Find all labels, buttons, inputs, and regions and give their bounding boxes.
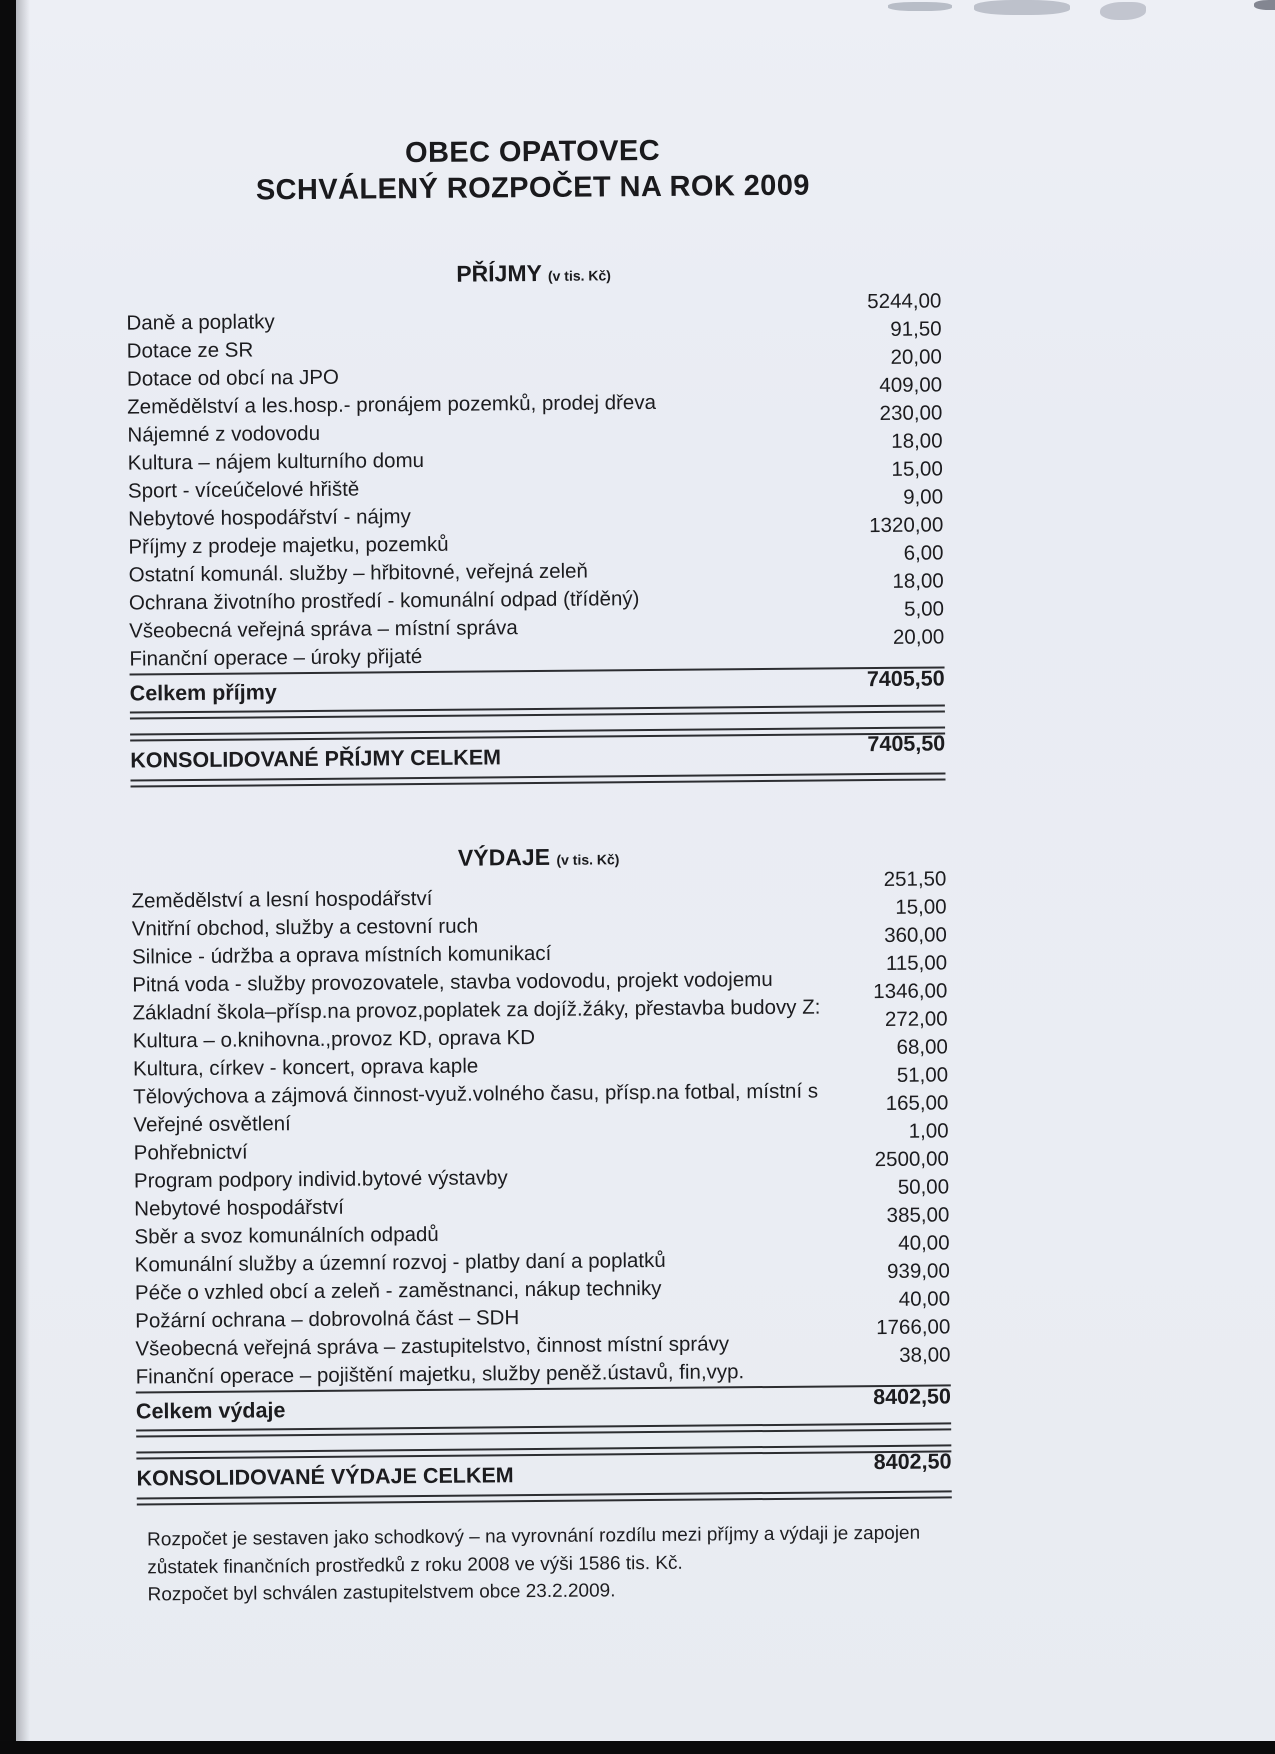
row-value: 15,00 bbox=[895, 895, 947, 919]
footer-note bbox=[137, 1519, 953, 1609]
income-consolidated-label: KONSOLIDOVANÉ PŘÍJMY CELKEM bbox=[130, 745, 502, 773]
row-value: 1320,00 bbox=[869, 513, 944, 538]
row-label: Sport - víceúčelové hřiště bbox=[127, 477, 360, 503]
row-value: 15,00 bbox=[891, 457, 943, 481]
row-value: 939,00 bbox=[887, 1259, 950, 1283]
row-value: 20,00 bbox=[892, 625, 945, 649]
row-label: Kultura – o.knihovna.,provoz KD, oprava KD bbox=[132, 1026, 536, 1053]
row-label: Daně a poplatky bbox=[126, 310, 275, 335]
row-label: Ostatní komunál. služby – hřbitovné, veřejná zeleň bbox=[128, 559, 588, 587]
income-total-label: Celkem příjmy bbox=[129, 680, 277, 706]
row-value: 40,00 bbox=[898, 1231, 950, 1255]
income-section-heading bbox=[126, 256, 941, 290]
row-value: 18,00 bbox=[892, 569, 944, 593]
row-label: Kultura – nájem kulturního domu bbox=[127, 448, 425, 475]
row-value: 51,00 bbox=[896, 1063, 949, 1087]
expense-total-value: 8402,50 bbox=[873, 1384, 952, 1410]
row-value: 91,50 bbox=[890, 317, 942, 341]
document-content bbox=[124, 0, 953, 1609]
page-title bbox=[125, 130, 941, 209]
footer-line-1: Rozpočet je sestaven jako schodkový – na vyrovnání rozdílu mezi příjmy a výdaji je zapojen bbox=[147, 1522, 921, 1551]
row-value: 20,00 bbox=[890, 345, 942, 369]
row-label: Dotace ze SR bbox=[126, 338, 254, 363]
row-value: 1346,00 bbox=[873, 979, 948, 1004]
scan-edge-bottom bbox=[0, 1741, 1275, 1754]
row-value: 6,00 bbox=[903, 541, 944, 565]
expense-consolidated-label: KONSOLIDOVANÉ VÝDAJE CELKEM bbox=[136, 1463, 514, 1491]
row-label: Komunální služby a územní rozvoj - platby daní a poplatků bbox=[134, 1248, 666, 1277]
row-label: Příjmy z prodeje majetku, pozemků bbox=[128, 532, 449, 559]
title-line-1: OBEC OPATOVEC bbox=[404, 134, 661, 170]
row-value: 50,00 bbox=[897, 1175, 950, 1199]
income-heading-text: PŘÍJMY bbox=[456, 259, 542, 287]
row-label: Požární ochrana – dobrovolná část – SDH bbox=[135, 1306, 520, 1333]
row-label: Kultura, církev - koncert, oprava kaple bbox=[132, 1054, 479, 1081]
row-label: Tělovýchova a zájmová činnost-využ.volného času, přísp.na fotbal, místní s bbox=[133, 1079, 819, 1109]
scan-smudge bbox=[974, 0, 1070, 15]
row-label: Pohřebnictví bbox=[133, 1140, 248, 1165]
row-value: 360,00 bbox=[884, 923, 947, 947]
footer-line-2: zůstatek finančních prostředků z roku 2008 ve výši 1586 tis. Kč. bbox=[147, 1552, 683, 1578]
title-line-2: SCHVÁLENÝ ROZPOČET NA ROK 2009 bbox=[255, 169, 810, 207]
row-value: 230,00 bbox=[879, 401, 943, 426]
expense-heading-text: VÝDAJE bbox=[457, 843, 551, 871]
row-value: 40,00 bbox=[898, 1287, 951, 1311]
income-consolidated-row bbox=[130, 731, 946, 777]
row-value: 409,00 bbox=[879, 373, 943, 398]
row-label: Veřejné osvětlení bbox=[133, 1112, 291, 1137]
row-label: Vnitřní obchod, služby a cestovní ruch bbox=[131, 914, 479, 941]
scan-smudge bbox=[1254, 0, 1275, 10]
expense-unit-label: (v tis. Kč) bbox=[556, 851, 620, 868]
expense-consolidated-value: 8402,50 bbox=[873, 1449, 952, 1475]
row-label: Základní škola–přísp.na provoz,poplatek za dojíž.žáky, přestavba budovy Z: bbox=[132, 995, 821, 1025]
income-consolidated-value: 7405,50 bbox=[867, 731, 946, 757]
row-label: Nebytové hospodářství - nájmy bbox=[128, 505, 411, 531]
row-value: 5244,00 bbox=[867, 289, 942, 314]
income-total-value: 7405,50 bbox=[866, 666, 945, 692]
expense-total-row bbox=[136, 1384, 951, 1427]
row-label: Program podpory individ.bytové výstavby bbox=[133, 1166, 508, 1193]
row-label: Všeobecná veřejná správa – zastupitelstvo, činnost místní správy bbox=[135, 1332, 730, 1361]
row-value: 38,00 bbox=[899, 1343, 951, 1367]
row-label: Ochrana životního prostředí - komunální odpad (tříděný) bbox=[128, 587, 640, 615]
row-label: Pitná voda - služby provozovatele, stavba vodovodu, projekt vodojemu bbox=[132, 967, 773, 997]
income-rows bbox=[126, 289, 945, 673]
row-value: 2500,00 bbox=[874, 1147, 949, 1172]
row-label: Péče o vzhled obcí a zeleň - zaměstnanci, nákup techniky bbox=[134, 1276, 662, 1305]
row-value: 272,00 bbox=[884, 1007, 948, 1031]
row-value: 5,00 bbox=[904, 597, 945, 621]
row-label: Zemědělství a lesní hospodářství bbox=[131, 886, 433, 913]
expense-section-heading bbox=[131, 840, 946, 874]
row-label: Silnice - údržba a oprava místních komunikací bbox=[131, 941, 552, 969]
expense-total-label: Celkem výdaje bbox=[135, 1398, 286, 1424]
footer-line-3: Rozpočet byl schválen zastupitelstvem obce 23.2.2009. bbox=[147, 1580, 616, 1606]
row-label: Dotace od obcí na JPO bbox=[126, 365, 340, 391]
row-label: Finanční operace – úroky přijaté bbox=[129, 645, 423, 671]
scanned-page bbox=[16, 0, 1275, 1741]
row-value: 1,00 bbox=[908, 1119, 949, 1143]
row-label: Zemědělství a les.hosp.- pronájem pozemků, prodej dřeva bbox=[127, 390, 657, 419]
expense-consolidated-row bbox=[136, 1449, 952, 1495]
row-value: 251,50 bbox=[883, 867, 947, 891]
row-value: 1766,00 bbox=[876, 1315, 951, 1340]
income-consolidated-block bbox=[130, 726, 945, 787]
row-value: 9,00 bbox=[903, 485, 944, 509]
row-label: Sběr a svoz komunálních odpadů bbox=[134, 1222, 439, 1249]
row-value: 115,00 bbox=[885, 951, 948, 975]
row-label: Finanční operace – pojištění majetku, služby peněž.ústavů, fin,vyp. bbox=[135, 1360, 745, 1389]
expense-consolidated-block bbox=[136, 1444, 951, 1505]
row-label: Nebytové hospodářství bbox=[134, 1195, 345, 1221]
row-label: Nájemné z vodovodu bbox=[127, 421, 321, 447]
scan-smudge bbox=[1100, 2, 1146, 20]
row-label: Všeobecná veřejná správa – místní správa bbox=[129, 616, 518, 643]
income-unit-label: (v tis. Kč) bbox=[547, 267, 611, 284]
row-value: 385,00 bbox=[886, 1203, 950, 1227]
expense-rows bbox=[131, 867, 951, 1391]
row-value: 165,00 bbox=[885, 1091, 949, 1115]
row-value: 68,00 bbox=[896, 1035, 948, 1059]
row-value: 18,00 bbox=[891, 429, 943, 453]
income-total-row bbox=[130, 666, 945, 709]
